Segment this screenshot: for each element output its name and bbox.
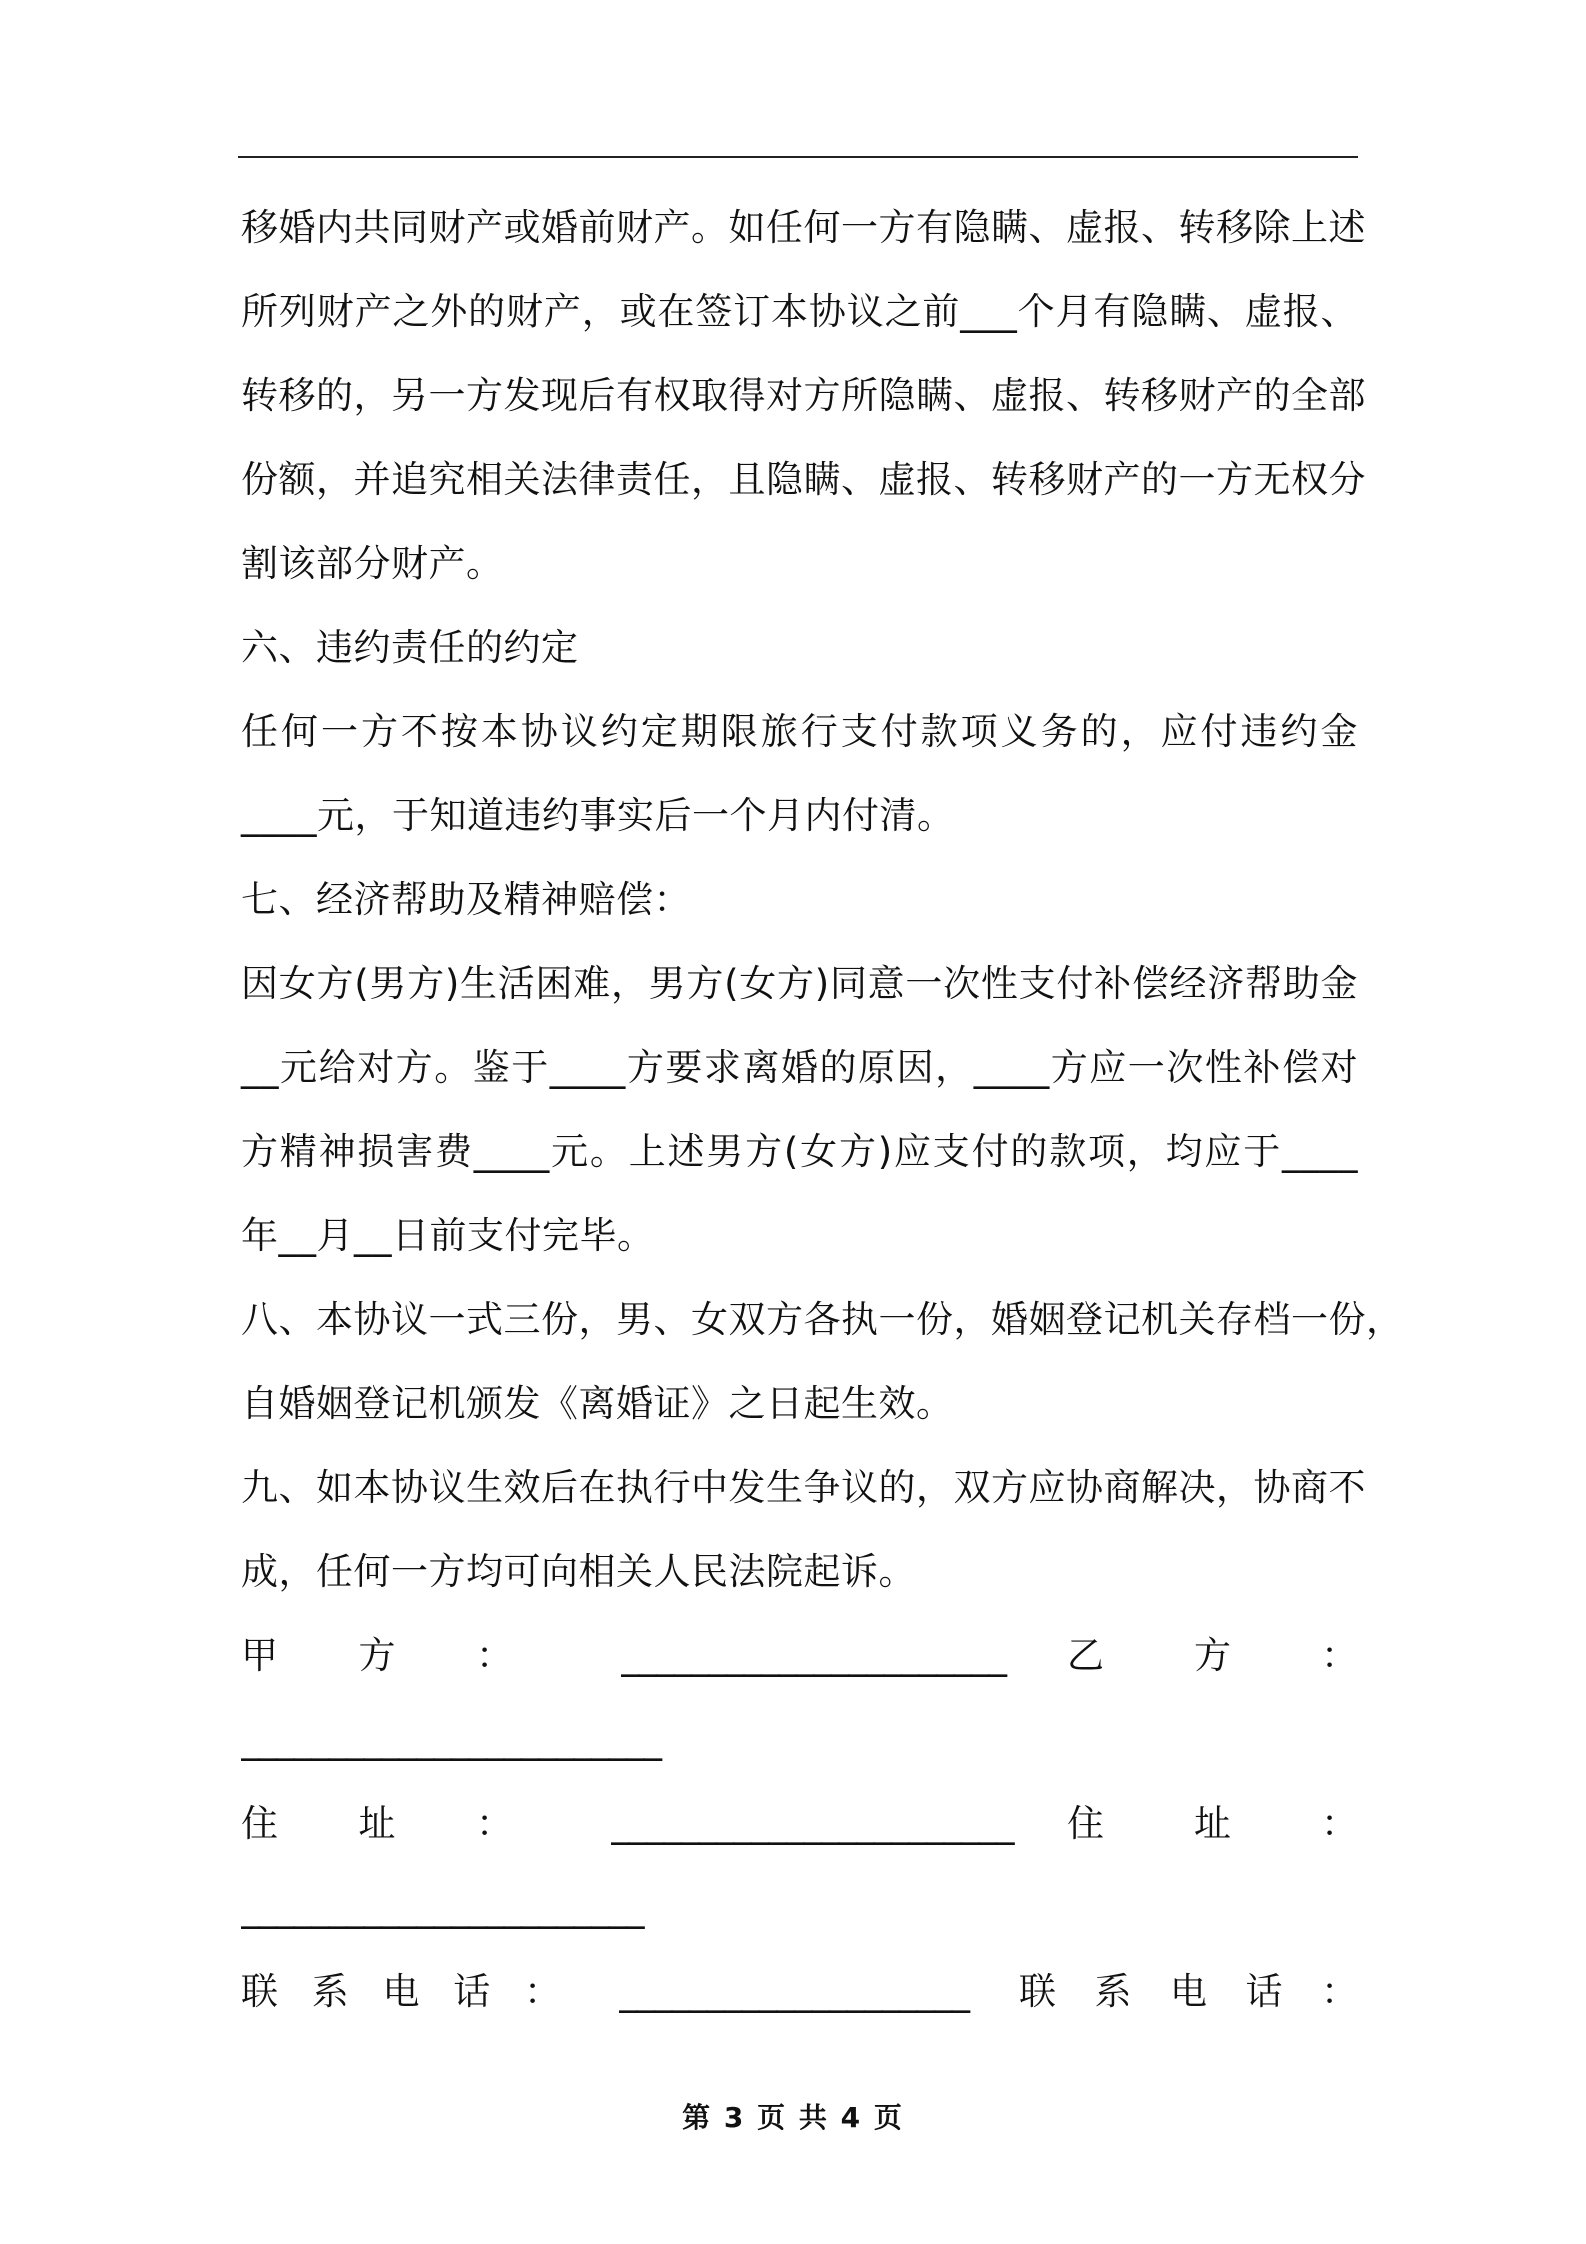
body-line-1: 移婚内共同财产或婚前财产。如任何一方有隐瞒、虚报、转移除上述 (241, 206, 1366, 249)
body-line-8: ____元，于知道违约事实后一个月内付清。 (241, 794, 955, 837)
body-line-4: 份额，并追究相关法律责任，且隐瞒、虚报、转移财产的一方无权分 (241, 458, 1366, 501)
address-a-label: 住址： (241, 1802, 513, 1845)
signature-row-party (241, 1632, 1358, 1680)
phone-a-blank: ____________________ (619, 1970, 969, 2013)
section-8-line-1: 八、本协议一式三份，男、女双方各执一份，婚姻登记机关存档一份， (241, 1298, 1404, 1341)
page-number-footer: 第 3 页 共 4 页 (682, 2101, 904, 2134)
signature-row-phone (241, 1968, 1358, 2016)
body-line-11: __元给对方。鉴于____方要求离婚的原因，____方应一次性补偿对 (241, 1046, 1358, 1089)
signature-row-address (241, 1800, 1358, 1848)
party-a-signature-blank: ______________________ (621, 1634, 1006, 1677)
body-line-3: 转移的，另一方发现后有权取得对方所隐瞒、虚报、转移财产的全部 (241, 374, 1366, 417)
section-heading-6: 六、违约责任的约定 (241, 626, 579, 669)
party-b-label: 乙方： (1067, 1634, 1358, 1677)
section-9-line-2: 成，任何一方均可向相关人民法院起诉。 (241, 1550, 916, 1593)
body-line-13: 年__月__日前支付完毕。 (241, 1214, 655, 1257)
body-line-5: 割该部分财产。 (241, 542, 504, 585)
body-line-7: 任何一方不按本协议约定期限旅行支付款项义务的，应付违约金 (241, 710, 1358, 753)
section-heading-7: 七、经济帮助及精神赔偿： (241, 878, 691, 921)
body-line-2: 所列财产之外的财产，或在签订本协议之前___个月有隐瞒、虚报、 (241, 290, 1358, 333)
address-b-label: 住址： (1067, 1802, 1358, 1845)
header-rule (238, 156, 1358, 158)
phone-b-label: 联系电话： (1019, 1970, 1358, 2013)
body-line-10: 因女方(男方)生活困难，男方(女方)同意一次性支付补偿经济帮助金 (241, 962, 1358, 1005)
party-a-label: 甲方： (241, 1634, 513, 1677)
party-b-signature-blank: ________________________ (241, 1718, 661, 1761)
section-9-line-1: 九、如本协议生效后在执行中发生争议的，双方应协商解决，协商不 (241, 1466, 1366, 1509)
address-b-blank: _______________________ (241, 1886, 644, 1929)
address-a-blank: _______________________ (611, 1802, 1014, 1845)
section-8-line-2: 自婚姻登记机颁发《离婚证》之日起生效。 (241, 1382, 954, 1425)
body-line-12: 方精神损害费____元。上述男方(女方)应支付的款项，均应于____ (241, 1130, 1358, 1173)
phone-a-label: 联系电话： (241, 1970, 561, 2013)
